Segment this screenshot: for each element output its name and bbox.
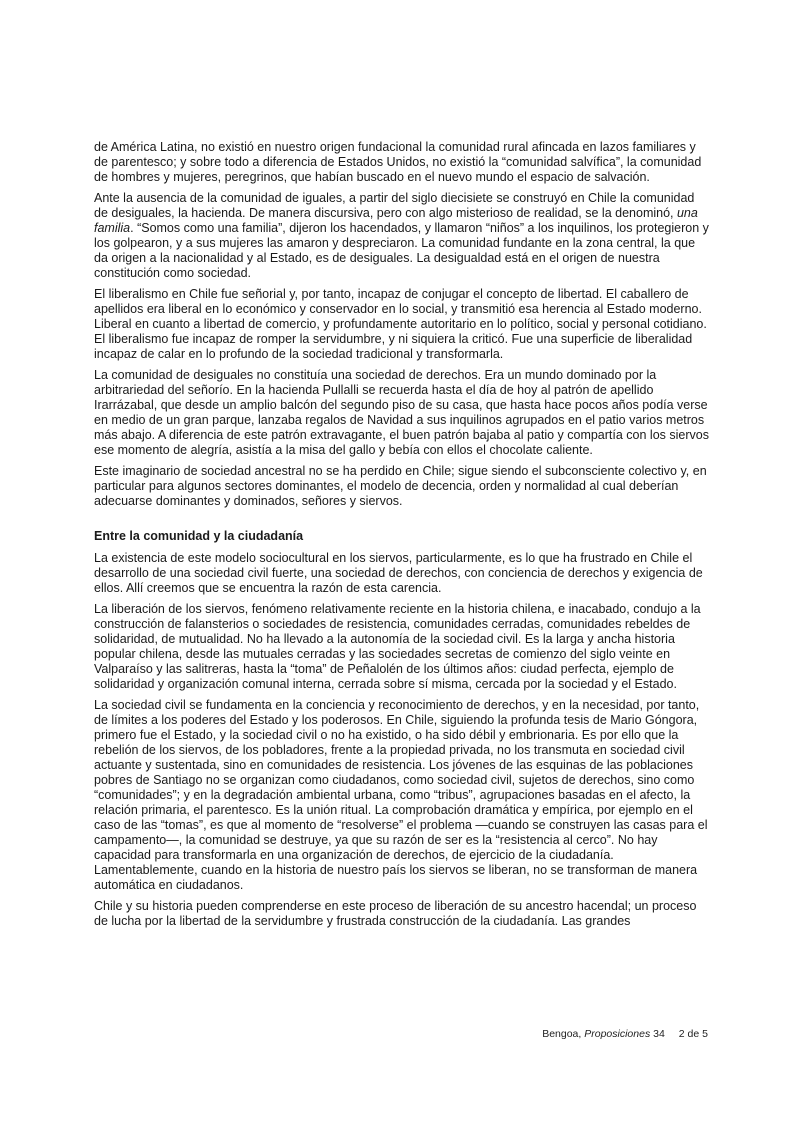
footer-author: Bengoa, [542,1028,585,1040]
paragraphs-after [94,551,710,929]
text-run: La sociedad civil se fundamenta en la conciencia y reconocimiento de derechos, y en la necesidad, por tanto, de límites a los poderes del Estado y los poderosos. En Chile, siguiendo la profunda tesis de Mario Góngora, primero fue el Estado, y la sociedad civil o no ha existido, o ha sido débil y embrionaria. Es por ello que la rebelión de los siervos, de los pobladores, frente a la propiedad privada, no los transmuta en sociedad civil actuante y sustentada, sino en comunidades de resistencia. Los jóvenes de las esquinas de las poblaciones pobres de Santiago no se organizan como ciudadanos, como sociedad civil, sujetos de derechos, sino como “comunidades”; y en la degradación ambiental urbana, como “tribus”, agrupaciones basadas en el afecto, la relación primaria, el parentesco. Es la unión ritual. La comprobación dramática y empírica, por ejemplo en el caso de las “tomas”, es que al momento de “resolverse” el problema —cuando se construyen las casas para el campamento—, la comunidad se destruye, ya que su razón de ser es la “resistencia al cerco”. No hay capacidad para transformarla en una organización de derechos, de ejercicio de la ciudadanía. Lamentablemente, cuando en la historia de nuestro país los siervos se liberan, no se transforman de manera automática en ciudadanos. [94,698,708,892]
paragraphs-before [94,140,710,509]
text-run: La comunidad de desiguales no constituía una sociedad de derechos. Era un mundo dominado por la arbitrariedad del señorío. En la hacienda Pullalli se recuerda hasta el día de hoy al patrón de apellido Irarrázabal, que desde un amplio balcón del segundo piso de su casa, que hasta hace pocos años podía verse en medio de un gran parque, lanzaba regalos de Navidad a sus inquilinos agrupados en el patio varios metros más abajo. A diferencia de este patrón extravagante, el buen patrón bajaba al patio y compartía con los siervos ese momento de alegría, asistía a la misa del gallo y bebía con ellos el chocolate caliente. [94,368,709,457]
text-run: . “Somos como una familia”, dijeron los hacendados, y llamaron “niños” a los inquilinos, los protegieron y los golpearon, y a sus mujeres las amaron y despreciaron. La comunidad fundante en la zona central, la que da origen a la nacionalidad y al Estado, es de desiguales. La desigualdad está en el origen de nuestra constitución como sociedad. [94,221,709,280]
paragraph [94,899,710,929]
text-run: Este imaginario de sociedad ancestral no se ha perdido en Chile; sigue siendo el subconsciente colectivo y, en particular para algunos sectores dominantes, el modelo de decencia, orden y normalidad al cual deberían adecuarse dominantes y dominados, señores y siervos. [94,464,707,508]
section-heading: Entre la comunidad y la ciudadanía [94,529,304,543]
paragraph [94,140,710,185]
paragraph [94,287,710,362]
paragraph [94,368,710,458]
text-run: Chile y su historia pueden comprenderse en este proceso de liberación de su ancestro hacendal; un proceso de lucha por la libertad de la servidumbre y frustrada construcción de la ciudadanía. Las grandes [94,899,697,928]
page-number: 2 de 5 [678,1028,708,1040]
footer-publication: Proposiciones [584,1028,651,1040]
italic-text: una familia [94,206,698,235]
paragraph [94,602,710,692]
text-run: El liberalismo en Chile fue señorial y, por tanto, incapaz de conjugar el concepto de libertad. El caballero de apellidos era liberal en lo económico y conservador en lo social, y transmitió esa herencia al Estado moderno. Liberal en cuanto a libertad de comercio, y profundamente autoritario en lo político, social y personal cotidiano. El liberalismo fue incapaz de romper la servidumbre, y ni siquiera la criticó. Fue una superficie de liberalidad incapaz de calar en lo profundo de la sociedad tradicional y transformarla. [94,287,707,361]
text-run: Ante la ausencia de la comunidad de iguales, a partir del siglo diecisiete se construyó en Chile la comunidad de desiguales, la hacienda. De manera discursiva, pero con algo misterioso de realidad, se la denominó, [94,191,695,220]
text-run: La existencia de este modelo sociocultural en los siervos, particularmente, es lo que ha frustrado en Chile el desarrollo de una sociedad civil fuerte, una sociedad de derechos, con conciencia de derechos y exigencia de ellos. Allí creemos que se encuentra la razón de esta carencia. [94,551,703,595]
text-run: La liberación de los siervos, fenómeno relativamente reciente en la historia chilena, e inacabado, condujo a la construcción de falansterios o sociedades de resistencia, comunidades cerradas, comunidades rebeldes de solidaridad, de mutualidad. No ha llevado a la autonomía de la sociedad civil. Es la larga y ancha historia popular chilena, desde las mutuales cerradas y las sociedades secretas de comienzo del siglo veinte en Valparaíso y las salitreras, hasta la “toma” de Peñalolén de los últimos años: ciudad perfecta, ejemplo de solidaridad y organización comunal interna, cerrada sobre sí misma, cercada por la sociedad y el Estado. [94,602,701,691]
footer-issue: 34 [650,1028,665,1040]
paragraph [94,191,710,281]
paragraph [94,698,710,893]
paragraph [94,464,710,509]
page-footer [0,1028,708,1040]
body-text [94,140,710,935]
paragraph [94,551,710,596]
text-run: de América Latina, no existió en nuestro origen fundacional la comunidad rural afincada en lazos familiares y de parentesco; y sobre todo a diferencia de Estados Unidos, no existió la “comunidad salvífica”, la comunidad de hombres y mujeres, peregrinos, que habían buscado en el nuevo mundo el espacio de salvación. [94,140,702,184]
